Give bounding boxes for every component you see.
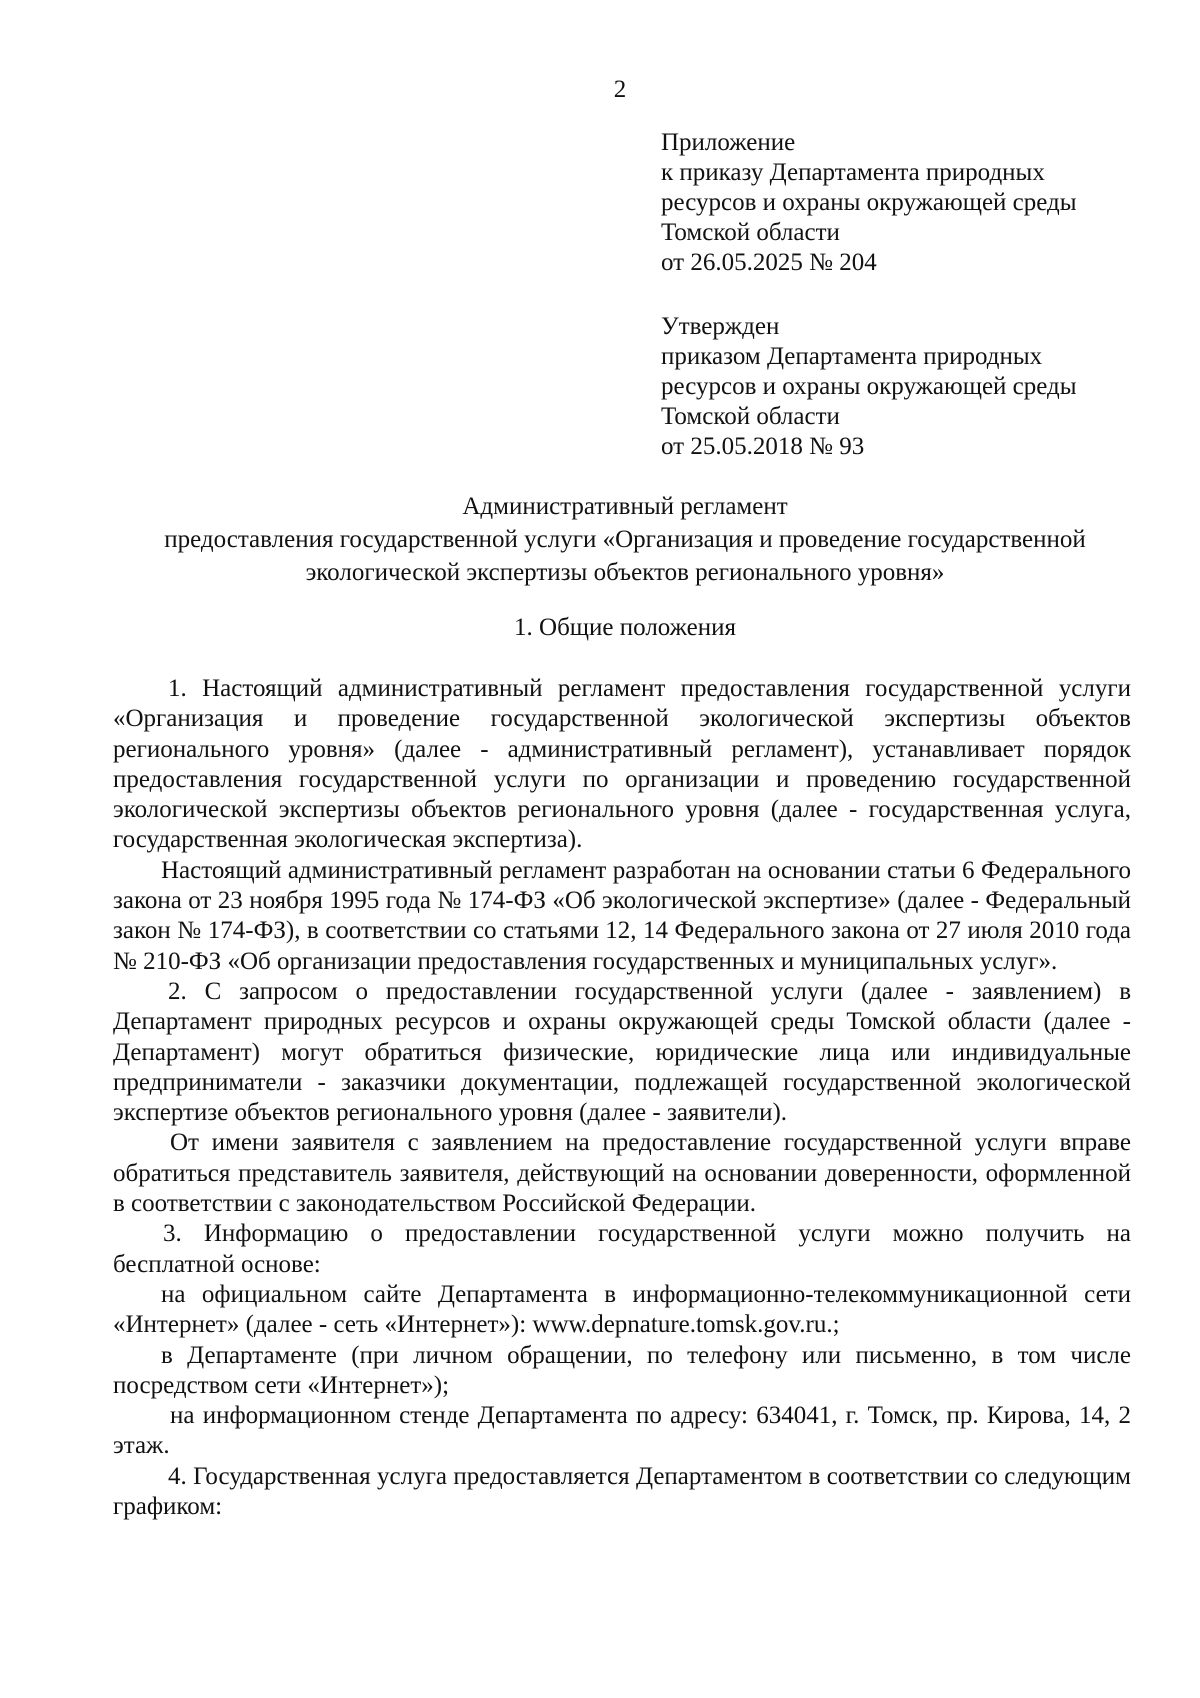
appendix-line: к приказу Департамента природных: [661, 159, 1045, 186]
approved-line: приказом Департамента природных: [661, 343, 1043, 370]
paragraph: От имени заявителя с заявлением на предоставление государственной услуги вправе обратиться представитель заявителя, действующий на основании доверенности, оформленной в соответствии с законодательством Российской Федерации.: [113, 1129, 1131, 1218]
paragraph: 3. Информацию о предоставлении государственной услуги можно получить на бесплатной основе:: [113, 1220, 1131, 1278]
document-title: [110, 490, 1140, 589]
approved-line: ресурсов и охраны окружающей среды: [661, 373, 1077, 400]
appendix-line: Томской области: [661, 219, 840, 246]
title-line: Административный регламент: [462, 493, 788, 520]
paragraph: в Департаменте (при личном обращении, по телефону или письменно, в том числе посредством сети «Интернет»);: [113, 1341, 1131, 1399]
appendix-line: Приложение: [661, 129, 796, 156]
appendix-line: ресурсов и охраны окружающей среды: [661, 189, 1077, 216]
paragraph: 1. Настоящий административный регламент предоставления государственной услуги «Организация и проведение государственной экологической экспертизы объектов регионального уровня» (далее - административный регламент), устанавливает порядок предоставления государственной услуги по организации и проведению государственной экологической экспертизы объектов регионального уровня (далее - государственная услуга, государственная экологическая экспертиза).: [113, 675, 1131, 854]
paragraph: на информационном стенде Департамента по адресу: 634041, г. Томск, пр. Кирова, 14, 2 этаж.: [113, 1402, 1131, 1460]
paragraph: на официальном сайте Департамента в информационно-телекоммуникационной сети «Интернет» (далее - сеть «Интернет»): www.depnature.tomsk.gov.ru.;: [113, 1280, 1131, 1339]
document-body: [113, 674, 1131, 1522]
paragraph: 2. С запросом о предоставлении государственной услуги (далее - заявлением) в Департамент природных ресурсов и охраны окружающей среды Томской области (далее - Департамент) могут обратиться физические, юридические лица или индивидуальные предприниматели - заказчики документации, подлежащей государственной экологической экспертизе объектов регионального уровня (далее - заявители).: [113, 977, 1131, 1127]
approved-line: Утвержден: [661, 313, 780, 340]
paragraph: 4. Государственная услуга предоставляется Департаментом в соответствии со следующим графиком:: [113, 1462, 1131, 1521]
approved-block: [661, 312, 1181, 462]
approved-line: Томской области: [661, 403, 840, 430]
appendix-line: от 26.05.2025 № 204: [661, 249, 877, 276]
paragraph: Настоящий административный регламент разработан на основании статьи 6 Федерального закона от 23 ноября 1995 года № 174-ФЗ «Об экологической экспертизе» (далее - Федеральный закон № 174-ФЗ), в соответствии со статьями 12, 14 Федерального закона от 27 июля 2010 года № 210-ФЗ «Об организации предоставления государственных и муниципальных услуг».: [113, 856, 1131, 975]
appendix-block: [661, 128, 1181, 278]
approved-line: от 25.05.2018 № 93: [661, 433, 865, 460]
section-heading: 1. Общие положения: [514, 614, 736, 641]
title-line: экологической экспертизы объектов регионального уровня»: [305, 559, 945, 586]
page-number: 2: [613, 76, 627, 103]
title-line: предоставления государственной услуги «Организация и проведение государственной: [164, 526, 1086, 553]
